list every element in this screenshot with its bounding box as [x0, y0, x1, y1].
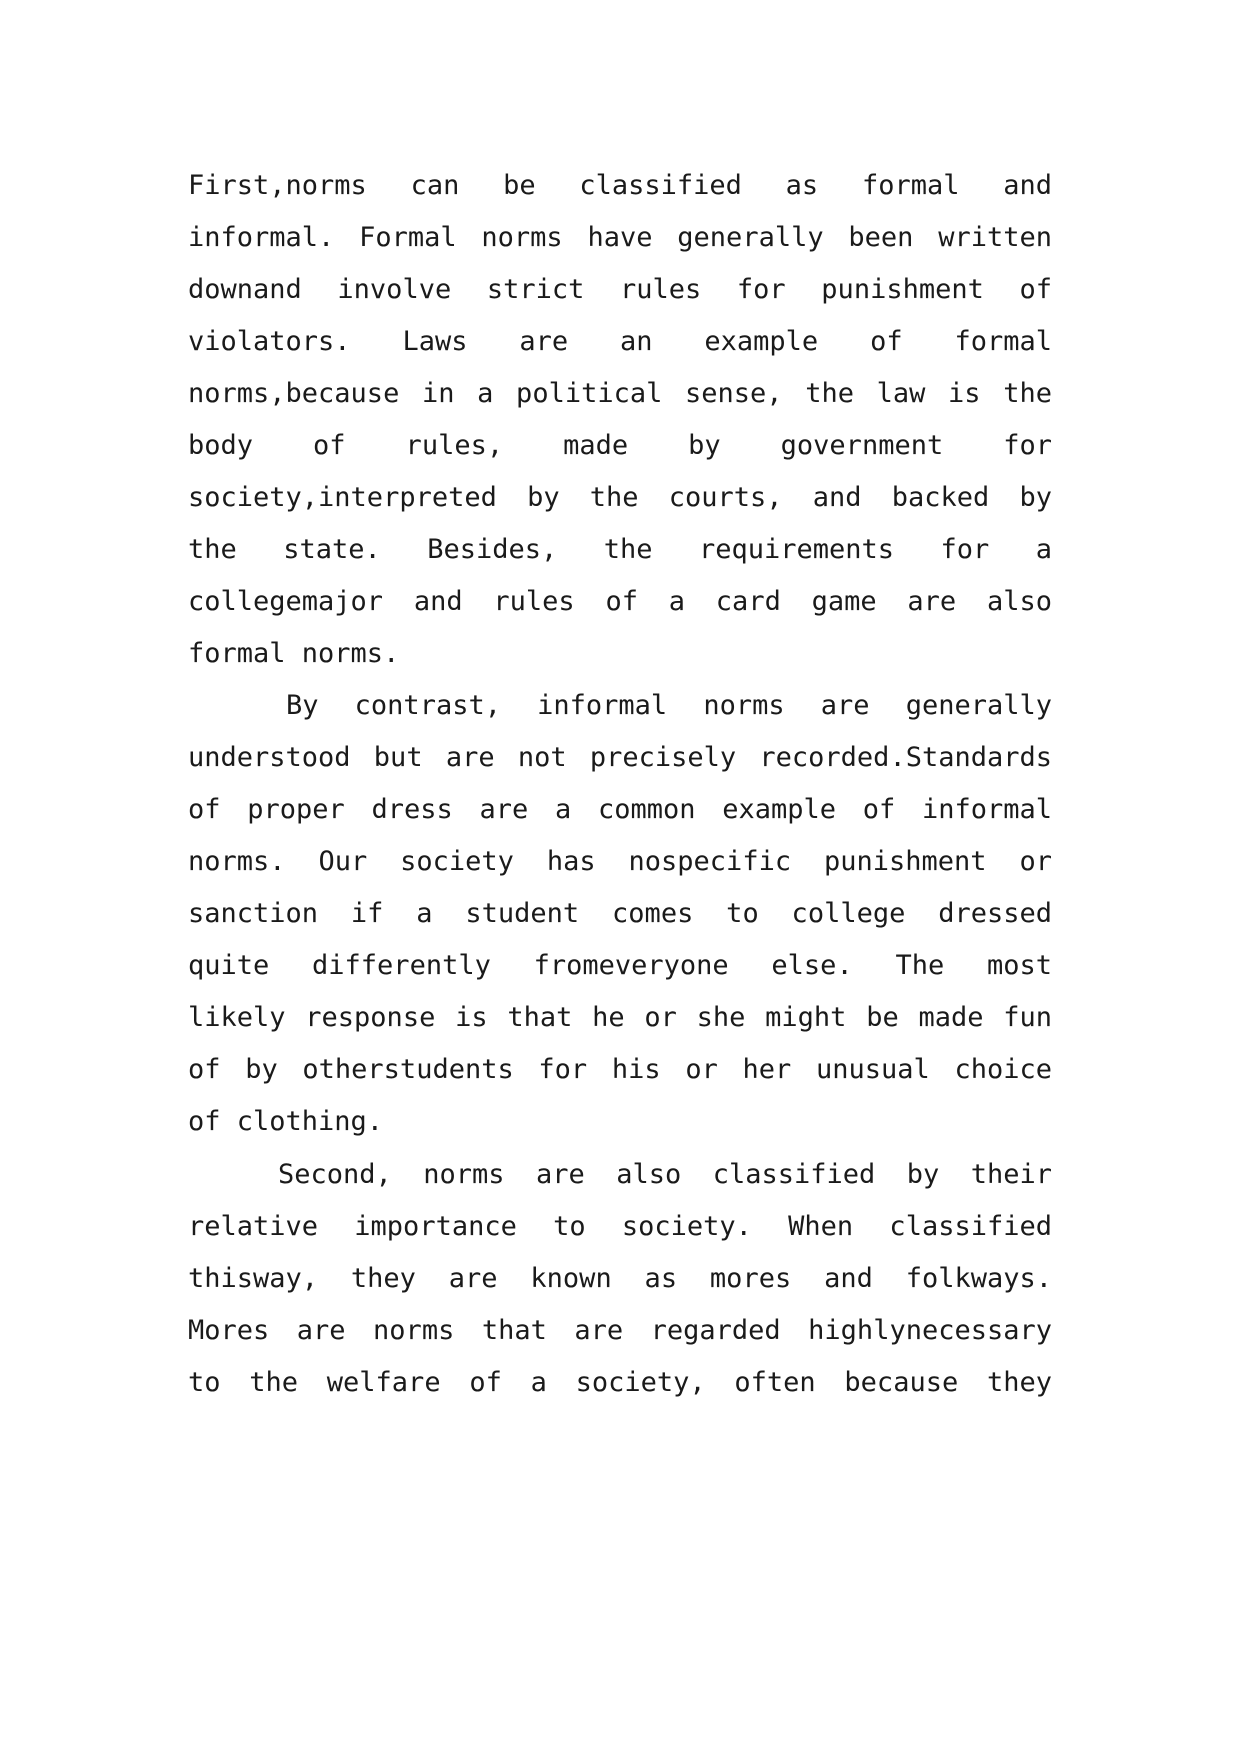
text-line: formal norms.: [188, 638, 400, 669]
text-line: quite differently fromeveryone else. The most: [188, 950, 1052, 981]
document-page: [188, 0, 1052, 1754]
text-line: understood but are not precisely recorded.Standards: [188, 742, 1052, 773]
text-line: to the welfare of a society, often because they: [188, 1367, 1052, 1398]
text-line: By contrast, informal norms are generally: [286, 690, 1052, 721]
text-line: downand involve strict rules for punishment of: [188, 274, 1052, 305]
text-line: of clothing.: [188, 1106, 384, 1137]
text-line: of by otherstudents for his or her unusual choice: [188, 1054, 1052, 1085]
text-line: sanction if a student comes to college dressed: [188, 898, 1052, 929]
text-line: informal. Formal norms have generally been written: [188, 222, 1052, 253]
text-line: the state. Besides, the requirements for a: [188, 534, 1052, 565]
text-line: body of rules, made by government for: [188, 430, 1052, 461]
text-line: collegemajor and rules of a card game are also: [188, 586, 1052, 617]
text-line: relative importance to society. When classified: [188, 1211, 1052, 1242]
text-line: norms. Our society has nospecific punishment or: [188, 846, 1052, 877]
text-line: norms,because in a political sense, the law is the: [188, 378, 1052, 409]
text-line: likely response is that he or she might be made fun: [188, 1002, 1052, 1033]
text-line: society,interpreted by the courts, and backed by: [188, 482, 1052, 513]
text-line: of proper dress are a common example of informal: [188, 794, 1052, 825]
text-line: Second, norms are also classified by their: [278, 1159, 1052, 1190]
text-line: violators. Laws are an example of formal: [188, 326, 1052, 357]
text-line: First,norms can be classified as formal and: [188, 170, 1052, 201]
text-line: Mores are norms that are regarded highlynecessary: [188, 1315, 1052, 1346]
text-line: thisway, they are known as mores and folkways.: [188, 1263, 1052, 1294]
